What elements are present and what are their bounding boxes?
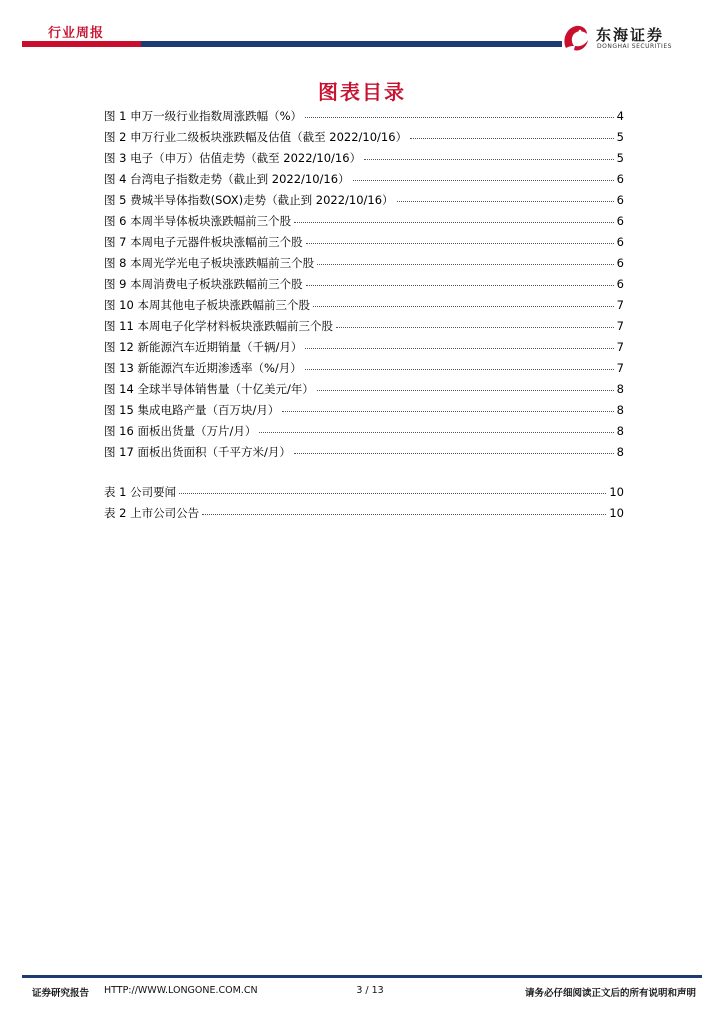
toc-entry[interactable] [104, 213, 624, 234]
toc-leader-dots [282, 410, 613, 412]
toc-leader-dots [294, 452, 614, 454]
toc-entry-label: 图 17 面板出货面积（千平方米/月） [104, 445, 291, 459]
toc-entry-label: 图 13 新能源汽车近期渗透率（%/月） [104, 361, 302, 375]
toc-entry-label: 图 9 本周消费电子板块涨跌幅前三个股 [104, 277, 303, 291]
toc-entry-page: 8 [616, 403, 624, 417]
logo-cn-text: 东海证券 [596, 26, 665, 44]
toc-entry[interactable] [104, 297, 624, 318]
toc-leader-dots [305, 347, 613, 349]
toc-leader-dots [410, 137, 614, 139]
toc-entry-label: 图 12 新能源汽车近期销量（千辆/月） [104, 340, 303, 354]
footer-website-link[interactable]: HTTP://WWW.LONGONE.COM.CN [104, 985, 258, 996]
toc-leader-dots [397, 200, 614, 202]
toc-entry[interactable] [104, 444, 624, 465]
footer-page-number: 3 / 13 [356, 985, 384, 996]
toc-leader-dots [179, 492, 606, 494]
toc-entry-page: 6 [616, 256, 624, 270]
toc-entry-label: 图 8 本周光学光电子板块涨跌幅前三个股 [104, 256, 315, 270]
toc-entry-label: 图 1 申万一级行业指数周涨跌幅（%） [104, 109, 303, 123]
toc-entry[interactable] [104, 276, 624, 297]
logo-en-text: DONGHAI SECURITIES [597, 43, 672, 50]
toc-leader-dots [305, 116, 614, 118]
toc-entry-page: 10 [609, 506, 624, 520]
toc-entry-page: 7 [616, 361, 624, 375]
toc-entry-page: 4 [616, 109, 624, 123]
toc-entry[interactable] [104, 423, 624, 444]
toc-entry[interactable] [104, 381, 624, 402]
toc-leader-dots [259, 431, 613, 433]
footer-disclaimer: 请务必仔细阅读正文后的所有说明和声明 [524, 988, 696, 999]
toc-entry[interactable] [104, 171, 624, 192]
toc-leader-dots [313, 305, 614, 307]
toc-entry[interactable] [104, 192, 624, 213]
toc-entry[interactable] [104, 339, 624, 360]
page-title: 图表目录 [318, 80, 406, 104]
toc-leader-dots [294, 221, 614, 223]
toc-entry-page: 8 [616, 445, 624, 459]
toc-entry-page: 8 [616, 382, 624, 396]
toc-entry-page: 8 [616, 424, 624, 438]
toc-leader-dots [317, 389, 614, 391]
toc-entry[interactable] [104, 505, 624, 526]
toc-entry-page: 5 [616, 151, 624, 165]
toc-entry-page: 7 [616, 319, 624, 333]
header-bar [22, 41, 562, 47]
toc-leader-dots [336, 326, 614, 328]
toc-leader-dots [317, 263, 614, 265]
toc-entry[interactable] [104, 402, 624, 423]
toc-leader-dots [305, 368, 614, 370]
toc-entry-label: 图 6 本周半导体板块涨跌幅前三个股 [104, 214, 292, 228]
toc-entry-label: 图 5 费城半导体指数(SOX)走势（截止到 2022/10/16） [104, 193, 394, 207]
toc-entry-label: 图 10 本周其他电子板块涨跌幅前三个股 [104, 298, 310, 312]
toc-entry-label: 图 4 台湾电子指数走势（截止到 2022/10/16） [104, 172, 350, 186]
toc-entry-label: 图 7 本周电子元器件板块涨幅前三个股 [104, 235, 303, 249]
toc-entry-label: 表 2 上市公司公告 [104, 506, 200, 520]
toc-entry[interactable] [104, 484, 624, 505]
company-logo [560, 22, 710, 54]
toc-entry-page: 7 [616, 298, 624, 312]
toc-leader-dots [364, 158, 614, 160]
toc-entry-label: 图 3 电子（申万）估值走势（截至 2022/10/16） [104, 151, 362, 165]
toc-entry[interactable] [104, 234, 624, 255]
toc-entry-label: 图 11 本周电子化学材料板块涨跌幅前三个股 [104, 319, 333, 333]
toc-entry[interactable] [104, 318, 624, 339]
toc-leader-dots [202, 513, 606, 515]
toc-entry-page: 10 [609, 485, 624, 499]
section-tag: 行业周报 [48, 26, 105, 41]
toc-leader-dots [353, 179, 614, 181]
toc-entry[interactable] [104, 255, 624, 276]
toc-leader-dots [306, 242, 614, 244]
toc-entry-page: 6 [616, 193, 624, 207]
toc-entry-label: 图 16 面板出货量（万片/月） [104, 424, 257, 438]
toc-entry-label: 图 2 申万行业二级板块涨跌幅及估值（截至 2022/10/16） [104, 130, 408, 144]
toc-entry-label: 表 1 公司要闻 [104, 485, 177, 499]
toc-entry[interactable] [104, 360, 624, 381]
footer-report-type: 证券研究报告 [32, 988, 90, 999]
toc-entry-label: 图 14 全球半导体销售量（十亿美元/年） [104, 382, 314, 396]
toc-entry-page: 6 [616, 214, 624, 228]
dragon-logo-icon [560, 22, 590, 54]
toc-entry-label: 图 15 集成电路产量（百万块/月） [104, 403, 280, 417]
toc-entry-page: 6 [616, 235, 624, 249]
toc-entry-page: 6 [616, 277, 624, 291]
toc-entry[interactable] [104, 108, 624, 129]
table-list [104, 484, 624, 526]
toc-entry-page: 5 [616, 130, 624, 144]
toc-entry-page: 6 [616, 172, 624, 186]
footer-line [22, 975, 702, 978]
toc-entry[interactable] [104, 129, 624, 150]
figure-list [104, 108, 624, 465]
toc-entry[interactable] [104, 150, 624, 171]
toc-leader-dots [306, 284, 614, 286]
toc-entry-page: 7 [616, 340, 624, 354]
